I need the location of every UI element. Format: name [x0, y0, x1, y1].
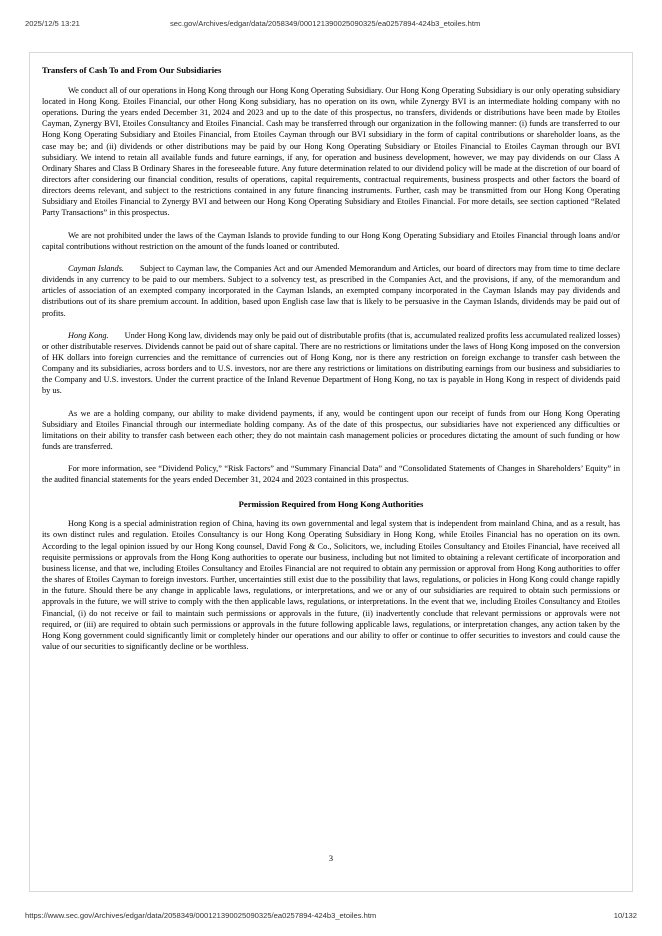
- print-footer-page-indicator: 10/132: [613, 911, 637, 920]
- paragraph-cayman-funding: We are not prohibited under the laws of the Cayman Islands to provide funding to our Hong Kong Operating Subsidiary and Etoiles Financial through loans and/or capital contributions without restriction on the amount of the funds loaned or contributed.: [42, 230, 620, 251]
- paragraph-cayman-islands: [42, 263, 620, 319]
- paragraph-cayman-islands-body: Subject to Cayman law, the Companies Act and our Amended Memorandum and Articles, our board of directors may from time to time declare dividends in any currency to be paid to our members. Subject to a solvency test, as prescribed in the Companies Act, and the provisions, if any, of the memorandum and articles of association of an exempted company incorporated in the Cayman Islands, an exempted company incorporated in the Cayman Islands may pay dividends and distributions out of its share premium account. In addition, based upon English case law that is likely to be persuasive in the Cayman Islands, dividends may be paid out of profits.: [42, 263, 620, 318]
- document-page: [29, 52, 633, 892]
- paragraph-holding-company: As we are a holding company, our ability to make dividend payments, if any, would be contingent upon our receipt of funds from our Hong Kong Operating Subsidiary and Etoiles Financial through our intermediate holding company. As of the date of this prospectus, our subsidiaries have not experienced any difficulties or limitations on their ability to transfer cash between each other; they do not maintain cash management policies or procedures dictating the amount of such funding or how funds are transferred.: [42, 408, 620, 452]
- section-heading: Transfers of Cash To and From Our Subsidiaries: [42, 65, 222, 75]
- paragraph-hong-kong: [42, 330, 620, 397]
- print-header: [0, 0, 662, 44]
- document-content: [42, 65, 620, 879]
- subsection-heading: Permission Required from Hong Kong Authorities: [238, 498, 424, 509]
- paragraph-more-information: For more information, see “Dividend Policy,” “Risk Factors” and “Summary Financial Data” and “Consolidated Statements of Changes in Shareholders’ Equity” in the audited financial statements for the years ended December 31, 2024 and 2023 contained in this prospectus.: [42, 464, 620, 485]
- print-footer: [0, 900, 662, 936]
- print-footer-url: https://www.sec.gov/Archives/edgar/data/2058349/000121390025090325/ea0257894-424b3_etoiles.htm: [25, 911, 377, 920]
- paragraph-hong-kong-body: Under Hong Kong law, dividends may only be paid out of distributable profits (that is, accumulated realized profits less accumulated realized losses) or other distributable reserves. Dividends cannot be paid out of share capital. There are no restrictions or limitations under the laws of Hong Kong imposed on the conversion of HK dollars into foreign currencies and the remittance of currencies out of Hong Kong, nor is there any restriction on foreign exchange to transfer cash between the Company and its subsidiaries, across borders and to U.S. investors, nor are there any restrictions or limitations on distributing earnings from our business and subsidiaries to the Company and U.S. investors. Under the current practice of the Inland Revenue Department of Hong Kong, no tax is payable in Hong Kong in respect of dividends paid by us.: [42, 330, 620, 396]
- print-header-url: sec.gov/Archives/edgar/data/2058349/000121390025090325/ea0257894-424b3_etoiles.htm: [170, 19, 481, 28]
- paragraph-transfers-of-cash: We conduct all of our operations in Hong Kong through our Hong Kong Operating Subsidiary. Our Hong Kong Operating Subsidiary is our only operating subsidiary located in Hong Kong. Etoiles Financial, our other Hong Kong subsidiary, has no operation on its own, while Zynergy BVI is an intermediate holding company with no operations. During the years ended December 31, 2024 and 2023 and up to the date of this prospectus, no transfers, dividends or distributions have been made by Etoiles Cayman, Zynergy BVI, Etoiles Consultancy and Etoiles Financial. Cash may be transferred through our organization in the following manner: (i) funds are transferred to our Hong Kong Operating Subsidiary and Etoiles Financial, from Etoiles Cayman through our BVI subsidiary in the form of capital contributions or shareholder loans, as the case may be; and (ii) dividends or other distributions may be paid by our Hong Kong Operating Subsidiary or Etoiles Financial to Etoiles Cayman through our BVI subsidiary. We intend to retain all available funds and future earnings, if any, for operation and business development, however, we may pay dividends on our Class A Ordinary Shares and Class B Ordinary Shares in the foreseeable future. Any future determination related to our dividend policy will be made at the discretion of our board of directors after considering our financial condition, results of operations, capital requirements, contractual requirements, business prospects and other factors the board of directors deems relevant, and subject to the restrictions contained in any future financing instruments. Further, cash may be transmitted from our Hong Kong Operating Subsidiary and Etoiles Financial to Zynergy BVI and between our Hong Kong Operating Subsidiary and Etoiles Financial. For more details, see section captioned “Related Party Transactions” in this prospectus.: [42, 85, 620, 218]
- paragraph-hong-kong-permissions: Hong Kong is a special administration region of China, having its own governmental and legal system that is independent from mainland China, and as a result, has its own distinct rules and regulation. Etoiles Consultancy is our Hong Kong Operating Subsidiary in Hong Kong, while Etoiles Financial has no operation on its own. According to the legal opinion issued by our Hong Kong counsel, David Fong & Co., Solicitors, we, including Etoiles Consultancy and Etoiles Financial, have received all requisite permissions or approvals from the Hong Kong authorities to operate our business, including but not limited to obtaining a relevant certificate of incorporation and business license, and that we, including Etoiles Consultancy and Etoiles Financial are not required to obtain any permission or approval from Hong Kong authorities to offer the shares of Etoiles Cayman to foreign investors. Further, uncertainties still exist due to the possibility that laws, regulations, or policies in Hong Kong could change rapidly in the future. Should there be any change in applicable laws, regulations, or interpretations, and we or any of our subsidiaries are required to obtain such permissions or approvals in the future, we will strive to comply with the then applicable laws, regulations, or interpretations. In the event that we, including Etoiles Consultancy and Etoiles Financial, (i) do not receive or fail to maintain such permissions or approvals in the future, (ii) inadvertently conclude that relevant permissions or approvals were not required, or (iii) are required to obtain such permissions or approvals in the future following applicable laws, regulations, or interpretation changes, any action taken by the Hong Kong government could significantly limit or completely hinder our operations and our ability to offer or continue to offer securities to investors and could cause the value of our securities to significantly decline or be worthless.: [42, 519, 620, 652]
- lead-in-hong-kong: Hong Kong.: [68, 330, 109, 340]
- print-header-timestamp: 2025/12/5 13:21: [25, 19, 80, 28]
- lead-in-cayman-islands: Cayman Islands.: [68, 263, 124, 273]
- document-page-number: 3: [328, 854, 334, 863]
